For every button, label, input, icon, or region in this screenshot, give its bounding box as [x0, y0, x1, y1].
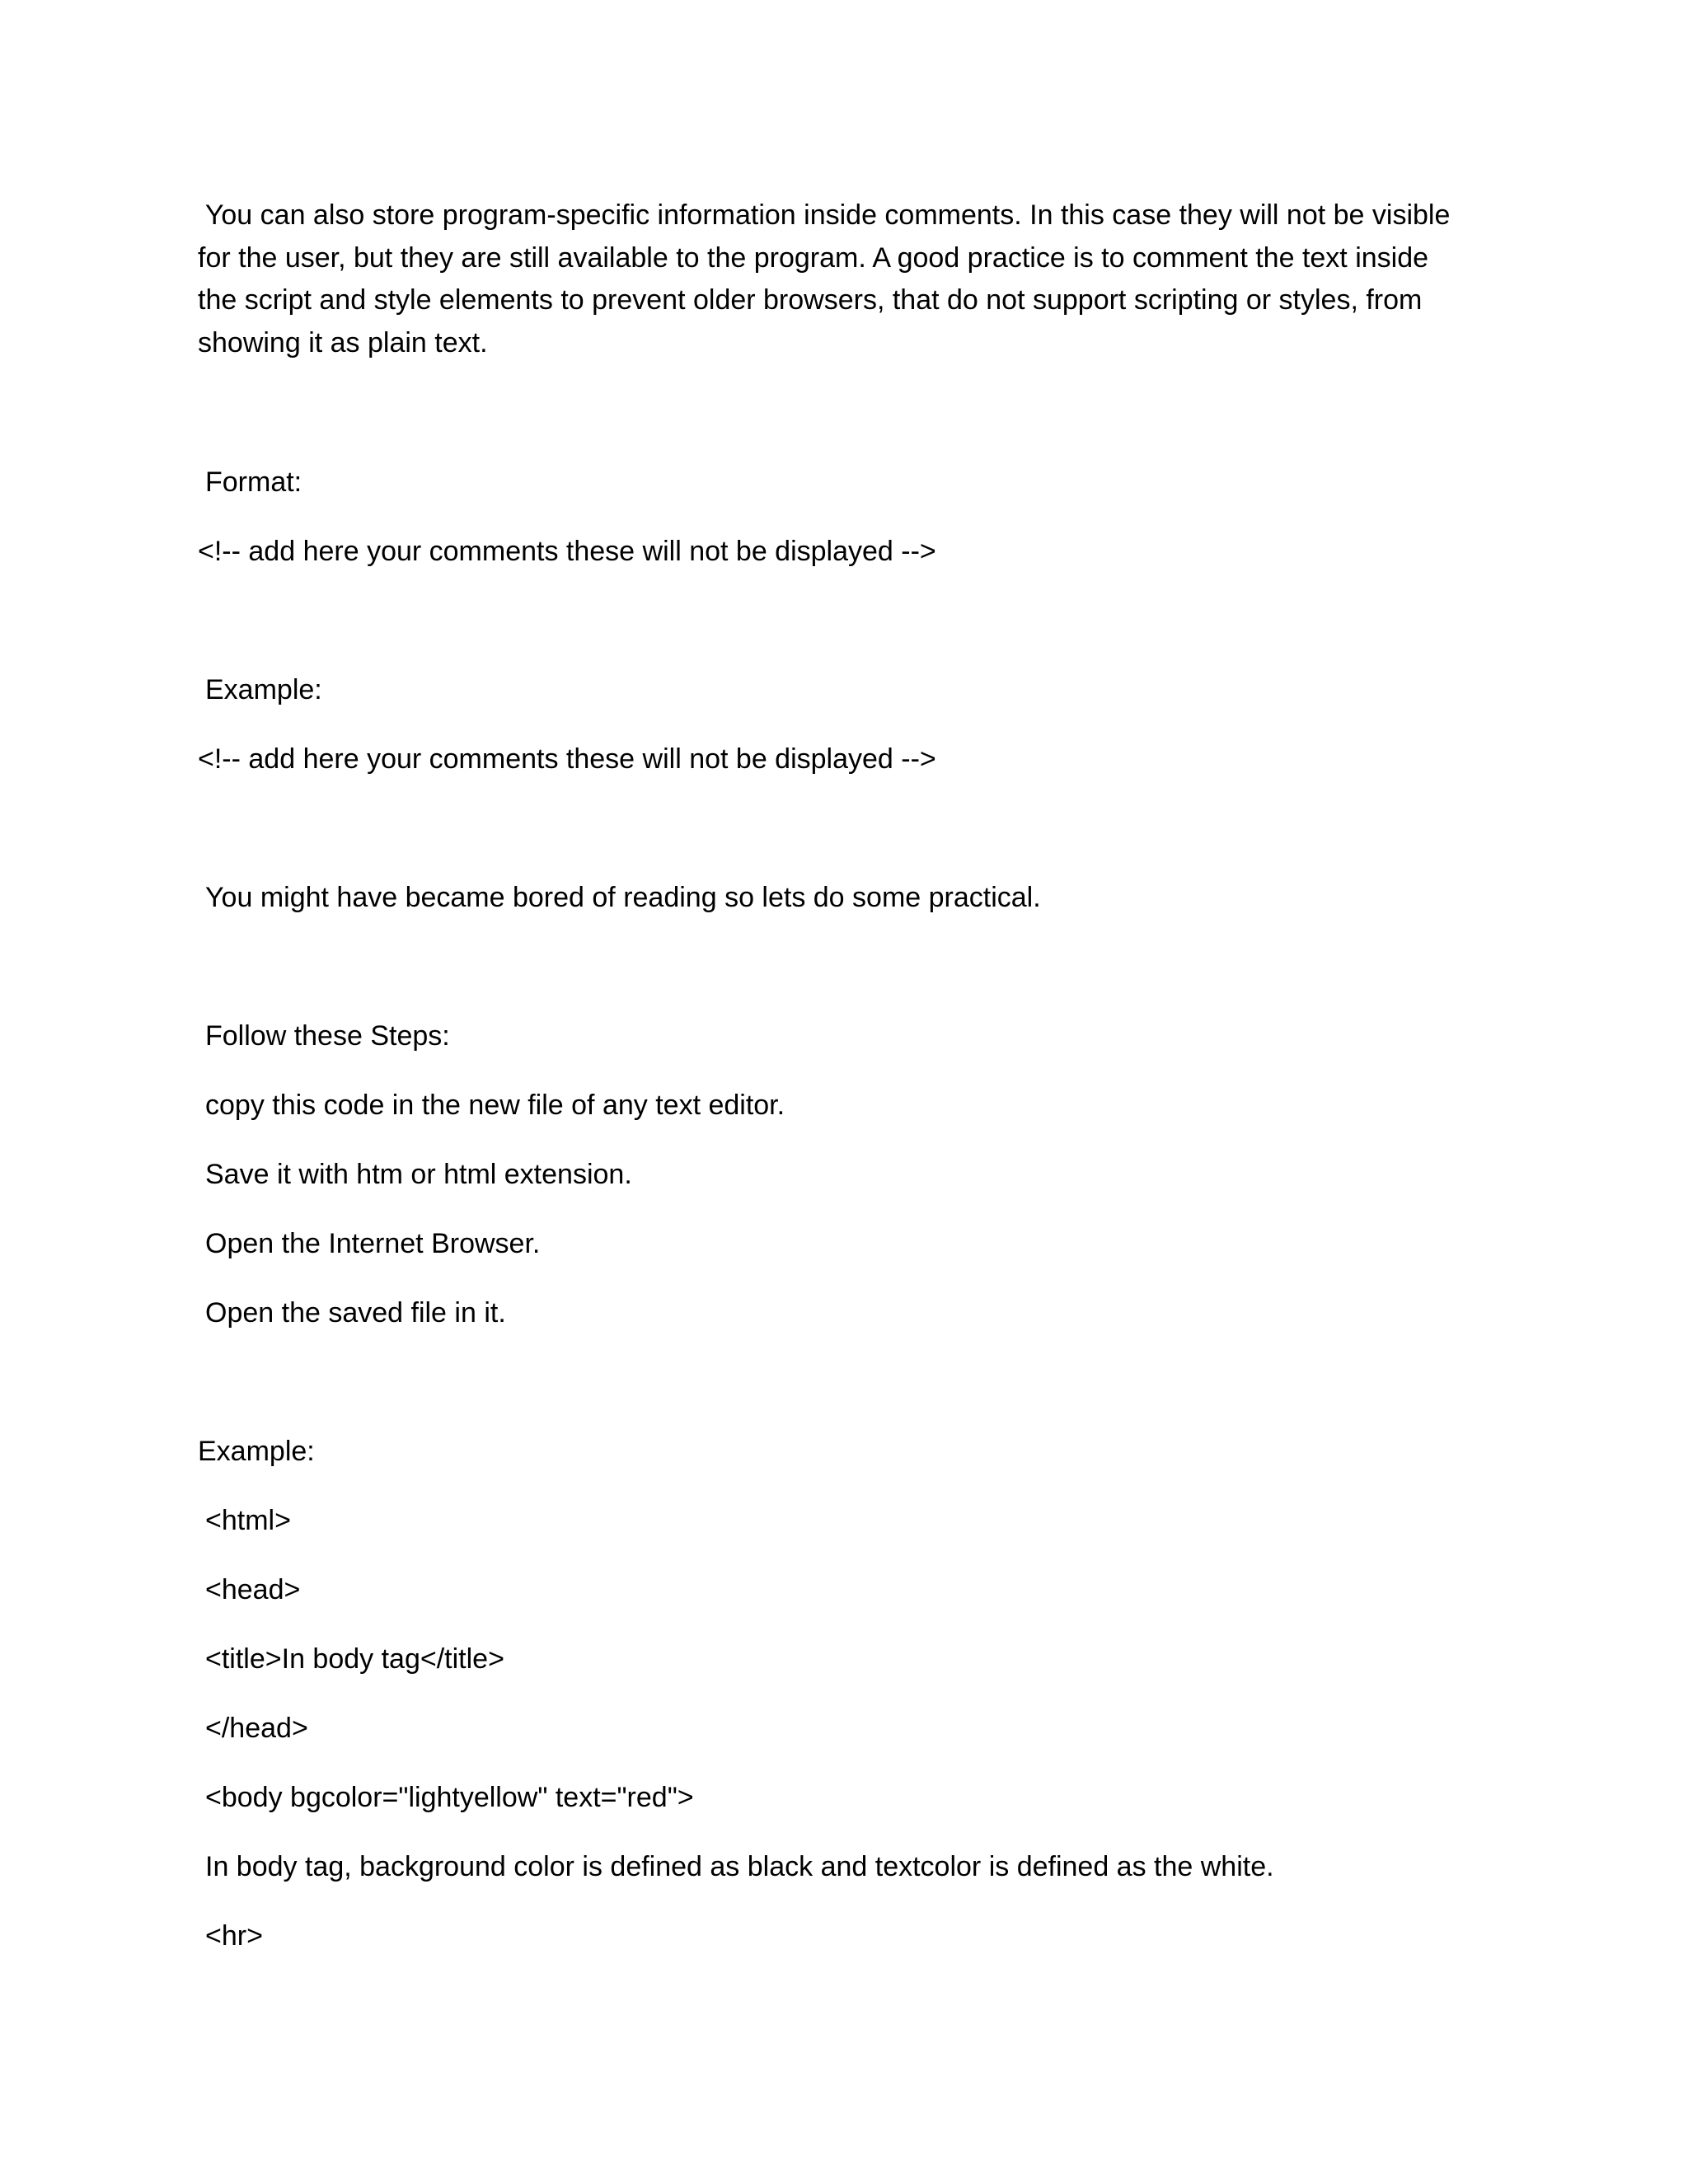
step-item: copy this code in the new file of any text editor. — [205, 1090, 785, 1121]
example2-label: Example: — [198, 1436, 315, 1467]
intro-line: You can also store program-specific information inside comments. In this case they will not be visible — [198, 199, 1451, 231]
intro-line: for the user, but they are still available to the program. A good practice is to comment the text inside — [198, 241, 1429, 274]
code-line: <title>In body tag</title> — [205, 1643, 504, 1675]
bored-text: You might have became bored of reading so lets do some practical. — [205, 882, 1041, 913]
example-label: Example: — [205, 674, 322, 705]
format-code: <!-- add here your comments these will not be displayed --> — [198, 536, 936, 567]
step-item: Open the Internet Browser. — [205, 1228, 541, 1259]
intro-paragraph — [198, 194, 1459, 364]
step-item: Open the saved file in it. — [205, 1297, 506, 1329]
code-line: </head> — [205, 1713, 308, 1744]
intro-line: the script and style elements to prevent older browsers, that do not support scripting or styles, from — [198, 284, 1423, 316]
steps-label: Follow these Steps: — [205, 1020, 450, 1052]
code-line: <hr> — [205, 1920, 263, 1952]
example-code: <!-- add here your comments these will not be displayed --> — [198, 743, 936, 775]
code-line: <body bgcolor="lightyellow" text="red"> — [205, 1782, 694, 1813]
intro-line: showing it as plain text. — [198, 326, 488, 359]
format-label: Format: — [205, 466, 302, 498]
code-line: In body tag, background color is defined as black and textcolor is defined as the white. — [205, 1851, 1274, 1882]
code-line: <head> — [205, 1574, 301, 1605]
step-item: Save it with htm or html extension. — [205, 1159, 632, 1190]
code-line: <html> — [205, 1505, 291, 1536]
